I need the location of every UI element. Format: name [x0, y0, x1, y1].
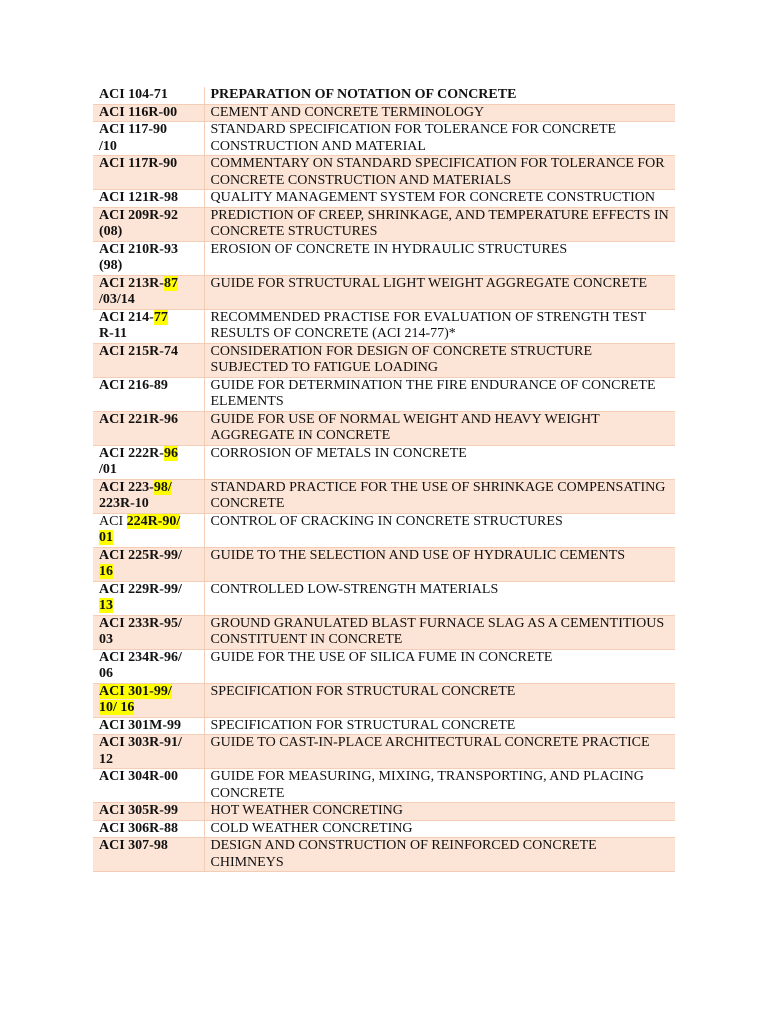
table-row — [93, 513, 675, 547]
table-row — [93, 87, 675, 104]
table-row — [93, 803, 675, 821]
code-segment: ACI 104-71 — [99, 87, 168, 102]
standard-title: EROSION OF CONCRETE IN HYDRAULIC STRUCTURES — [204, 241, 675, 275]
code-segment: 12 — [99, 751, 113, 767]
standard-title: DESIGN AND CONSTRUCTION OF REINFORCED CONCRETE CHIMNEYS — [204, 838, 675, 872]
code-segment: /10 — [99, 138, 117, 154]
table-row — [93, 717, 675, 735]
table-row — [93, 820, 675, 838]
code-segment: 03 — [99, 632, 113, 647]
table-row — [93, 547, 675, 581]
standard-title: QUALITY MANAGEMENT SYSTEM FOR CONCRETE CONSTRUCTION — [204, 190, 675, 208]
highlighted-code-segment: 10/ 16 — [99, 700, 135, 715]
code-segment: (08) — [99, 224, 123, 239]
standard-title: COMMENTARY ON STANDARD SPECIFICATION FOR TOLERANCE FOR CONCRETE CONSTRUCTION AND MATERIALS — [204, 156, 675, 190]
code-segment: ACI 304R-00 — [99, 769, 178, 784]
code-segment: ACI 222R- — [99, 445, 164, 461]
highlighted-code-segment: 16 — [99, 564, 113, 579]
standard-code — [93, 190, 204, 208]
code-segment: ACI 216-89 — [99, 377, 168, 393]
code-segment: ACI 233R-95/ — [99, 615, 182, 631]
code-segment: ACI 117R-90 — [99, 156, 178, 171]
standard-code — [93, 735, 204, 769]
highlighted-code-segment: 224R-90/ — [126, 513, 181, 529]
code-segment: R-11 — [99, 326, 127, 341]
standard-title: HOT WEATHER CONCRETING — [204, 803, 675, 821]
standard-code — [93, 411, 204, 445]
standard-title: SPECIFICATION FOR STRUCTURAL CONCRETE — [204, 717, 675, 735]
table-row — [93, 275, 675, 309]
table-row — [93, 207, 675, 241]
code-segment: /03/14 — [99, 292, 135, 307]
code-segment: ACI 210R-93 — [99, 241, 178, 257]
table-row — [93, 649, 675, 683]
standard-code — [93, 104, 204, 122]
table-row — [93, 615, 675, 649]
code-segment: ACI 223- — [99, 479, 154, 495]
table-row — [93, 445, 675, 479]
code-segment: ACI 117-90 — [99, 122, 168, 137]
standard-title: PREPARATION OF NOTATION OF CONCRETE — [204, 87, 675, 104]
highlighted-code-segment: 87 — [163, 275, 178, 291]
standard-code — [93, 649, 204, 683]
table-row — [93, 309, 675, 343]
aci-standards-table — [93, 87, 675, 872]
standard-code — [93, 547, 204, 581]
standard-code — [93, 309, 204, 343]
highlighted-code-segment: 96 — [163, 445, 178, 461]
table-row — [93, 479, 675, 513]
standard-title: RECOMMENDED PRACTISE FOR EVALUATION OF STRENGTH TEST RESULTS OF CONCRETE (ACI 214-77)* — [204, 309, 675, 343]
standard-title: COLD WEATHER CONCRETING — [204, 820, 675, 838]
standard-code — [93, 445, 204, 479]
code-segment: ACI 215R-74 — [99, 343, 178, 359]
highlighted-code-segment: ACI 301-99/ — [99, 683, 172, 699]
standard-code — [93, 513, 204, 547]
standard-code — [93, 581, 204, 615]
standard-code — [93, 717, 204, 735]
code-segment: ACI 303R-91/ — [99, 735, 182, 750]
highlighted-code-segment: 13 — [99, 598, 113, 613]
standard-title: GUIDE FOR MEASURING, MIXING, TRANSPORTING, AND PLACING CONCRETE — [204, 769, 675, 803]
standard-title: GUIDE FOR USE OF NORMAL WEIGHT AND HEAVY WEIGHT AGGREGATE IN CONCRETE — [204, 411, 675, 445]
highlighted-code-segment: 01 — [99, 530, 113, 545]
standard-code — [93, 122, 204, 156]
standard-title: GUIDE TO THE SELECTION AND USE OF HYDRAULIC CEMENTS — [204, 547, 675, 581]
standard-code — [93, 683, 204, 717]
code-segment: ACI 306R-88 — [99, 820, 178, 836]
table-row — [93, 122, 675, 156]
code-segment: ACI 121R-98 — [99, 190, 178, 205]
table-row — [93, 343, 675, 377]
code-segment: ACI 214- — [99, 309, 154, 325]
code-segment: 06 — [99, 666, 113, 681]
standard-title: GUIDE TO CAST-IN-PLACE ARCHITECTURAL CONCRETE PRACTICE — [204, 735, 675, 769]
table-row — [93, 683, 675, 717]
standard-code — [93, 275, 204, 309]
standard-code — [93, 343, 204, 377]
table-row — [93, 581, 675, 615]
code-segment: ACI 301M-99 — [99, 717, 182, 733]
standard-code — [93, 377, 204, 411]
standard-title: STANDARD SPECIFICATION FOR TOLERANCE FOR CONCRETE CONSTRUCTION AND MATERIAL — [204, 122, 675, 156]
standard-code — [93, 820, 204, 838]
standard-code — [93, 241, 204, 275]
code-segment: ACI 116R-00 — [99, 104, 178, 120]
highlighted-code-segment: 98/ — [153, 479, 172, 495]
table-row — [93, 411, 675, 445]
code-segment: 223R-10 — [99, 496, 149, 511]
code-segment: ACI 213R- — [99, 275, 164, 291]
code-segment: ACI — [99, 513, 127, 529]
standard-code — [93, 803, 204, 821]
code-segment: ACI 209R-92 — [99, 207, 178, 223]
standard-title: GROUND GRANULATED BLAST FURNACE SLAG AS A CEMENTITIOUS CONSTITUENT IN CONCRETE — [204, 615, 675, 649]
code-segment: ACI 229R-99/ — [99, 581, 182, 597]
table-row — [93, 156, 675, 190]
standard-code — [93, 769, 204, 803]
code-segment: ACI 221R-96 — [99, 411, 178, 427]
table-row — [93, 190, 675, 208]
standard-title: GUIDE FOR DETERMINATION THE FIRE ENDURANCE OF CONCRETE ELEMENTS — [204, 377, 675, 411]
standard-code — [93, 207, 204, 241]
table-body — [93, 87, 675, 872]
table-row — [93, 377, 675, 411]
standard-code — [93, 87, 204, 104]
code-segment: ACI 234R-96/ — [99, 649, 182, 665]
standard-code — [93, 838, 204, 872]
standard-title: PREDICTION OF CREEP, SHRINKAGE, AND TEMPERATURE EFFECTS IN CONCRETE STRUCTURES — [204, 207, 675, 241]
standard-title: CONTROL OF CRACKING IN CONCRETE STRUCTURES — [204, 513, 675, 547]
standard-code — [93, 479, 204, 513]
table-row — [93, 838, 675, 872]
standard-title: GUIDE FOR STRUCTURAL LIGHT WEIGHT AGGREGATE CONCRETE — [204, 275, 675, 309]
code-segment: /01 — [99, 462, 117, 477]
standard-title: STANDARD PRACTICE FOR THE USE OF SHRINKAGE COMPENSATING CONCRETE — [204, 479, 675, 513]
code-segment: (98) — [99, 258, 123, 273]
standard-title: CONSIDERATION FOR DESIGN OF CONCRETE STRUCTURE SUBJECTED TO FATIGUE LOADING — [204, 343, 675, 377]
code-segment: ACI 307-98 — [99, 838, 168, 853]
standard-code — [93, 156, 204, 190]
standard-title: CEMENT AND CONCRETE TERMINOLOGY — [204, 104, 675, 122]
highlighted-code-segment: 77 — [153, 309, 168, 325]
standard-code — [93, 615, 204, 649]
standard-title: CORROSION OF METALS IN CONCRETE — [204, 445, 675, 479]
standard-title: SPECIFICATION FOR STRUCTURAL CONCRETE — [204, 683, 675, 717]
standard-title: CONTROLLED LOW-STRENGTH MATERIALS — [204, 581, 675, 615]
table-row — [93, 769, 675, 803]
code-segment: ACI 305R-99 — [99, 803, 178, 818]
standard-title: GUIDE FOR THE USE OF SILICA FUME IN CONCRETE — [204, 649, 675, 683]
code-segment: ACI 225R-99/ — [99, 547, 182, 563]
table-row — [93, 735, 675, 769]
table-row — [93, 241, 675, 275]
table-row — [93, 104, 675, 122]
